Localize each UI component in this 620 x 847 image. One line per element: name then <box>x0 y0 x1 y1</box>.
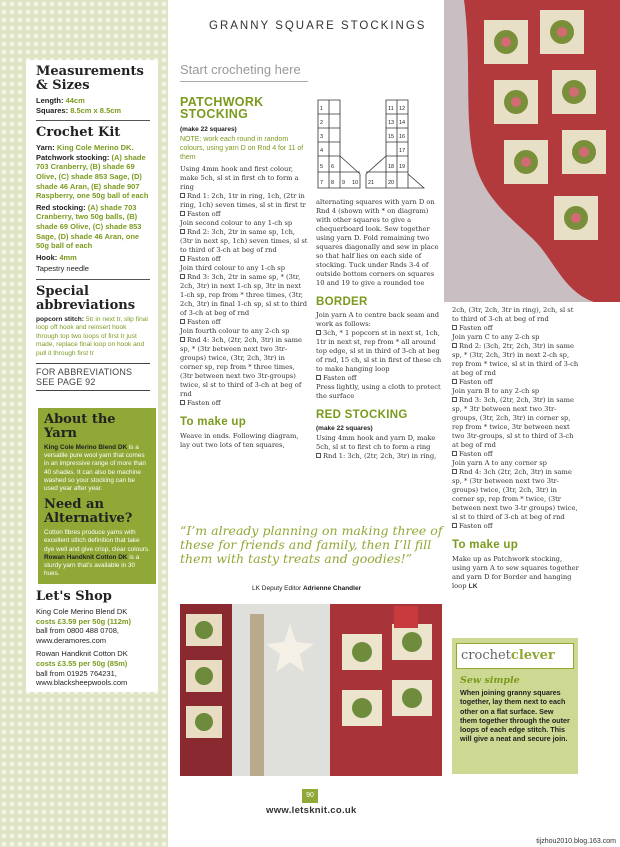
stocking-diagram <box>312 96 440 192</box>
round-2: Rnd 2: 3ch, 2tr in same sp, 1ch, (3tr in next sp, 1ch) seven times, sl st to third of 3-ch at beg of rnd <box>180 228 308 254</box>
diagram-square-number: 6 <box>331 164 335 170</box>
pattern-column-2 <box>316 198 444 461</box>
about-yarn-heading: About the Yarn <box>44 412 116 441</box>
diagram-square-number: 9 <box>342 180 346 186</box>
diagram-square-number: 5 <box>320 164 324 170</box>
shop-item-2: Rowan Handknit Cotton DK costs £3.55 per 50g (85m) ball from 01925 764231, www.blacksheepwools.com <box>36 649 128 688</box>
needle-line: Tapestry needle <box>36 264 89 274</box>
divider <box>36 279 150 280</box>
patchwork-line: Patchwork stocking: (A) shade 703 Cranberry, (B) shade 69 Olive, (C) shade 853 Sage, (D) shade 46 Aran, (E) shade 907 Raspberry, one 50g ball of each <box>36 152 149 201</box>
page-number: 90 <box>302 789 318 803</box>
shop-section <box>36 590 158 688</box>
layout-text: alternating squares with yarn D on Rnd 4 (shown with * on diagram) with other squares to give a chequerboard look. Sew together using yarn D. Fold remaining two squares diagonally and sew in place so that half lies on each side of stocking. Tuck under Rnds 3-4 of outside bottom corners on squares 10 and 19 to give a rounded toe <box>316 198 439 287</box>
diagram-square-number: 8 <box>331 180 335 186</box>
tip-title: Sew simple <box>460 675 520 686</box>
round-1: Rnd 1: 2ch, 1tr in ring, 1ch, (2tr in ring, 1ch) seven times, sl st in first tr <box>180 192 306 209</box>
diagram-square-number: 10 <box>352 180 359 186</box>
tip-text: When joining granny squares together, lay them next to each other on a flat surface. Sew them together through the outer loops of each edge stitch. This will give a neat and secure join. <box>460 688 570 744</box>
checkbox-icon[interactable] <box>452 523 457 528</box>
yarn-line: Yarn: King Cole Merino DK. <box>36 143 134 153</box>
checkbox-icon[interactable] <box>180 229 185 234</box>
shop-heading: Let's Shop <box>36 589 112 604</box>
diagram-square-number: 14 <box>399 120 406 126</box>
checkbox-icon[interactable] <box>180 319 185 324</box>
diagram-square-number: 3 <box>320 134 324 140</box>
checkbox-icon[interactable] <box>452 343 457 348</box>
divider <box>36 120 150 121</box>
pull-quote: “I’m already planning on making three of these for friends and family, then I’ll fill them with tasty treats and goodies!” <box>180 523 443 566</box>
diagram-square-number: 1 <box>320 106 324 112</box>
diagram-square-number: 2 <box>320 120 324 126</box>
checkbox-icon[interactable] <box>180 193 185 198</box>
checkbox-icon[interactable] <box>180 400 185 405</box>
length-line: Length: 44cm <box>36 96 85 105</box>
stocking-photo-bottom-image <box>180 604 442 776</box>
pattern-column-3 <box>452 306 580 591</box>
see-page-note: FOR ABBREVIATIONS SEE PAGE 92 <box>36 363 150 391</box>
patchwork-note: NOTE: work each round in random colours, using yarn D on Rnd 4 for 11 of them <box>180 136 304 161</box>
tip-logo: crochetclever <box>456 643 574 669</box>
diagram-square-number: 19 <box>399 164 406 170</box>
shop-item-1: King Cole Merino Blend DK costs £3.59 per 50g (112m) ball from 0800 488 0708, www.deramores.com <box>36 607 132 645</box>
hook-line: Hook: 4mm <box>36 252 77 262</box>
patchwork-heading: PATCHWORK STOCKING <box>180 95 264 121</box>
diagram-square-number: 13 <box>388 120 395 126</box>
diagram-square-number: 15 <box>388 134 395 140</box>
abbrev-text: popcorn stitch: 5tr in next tr, slip final loop off hook and reinsert hook through top two loops of first tr just made, replace final loop on hook and pull it through first tr <box>36 315 148 357</box>
pattern-column-1 <box>180 62 308 450</box>
make-up-text: Weave in ends. Following diagram, lay out two lots of ten squares, <box>180 432 299 449</box>
diagram-square-number: 21 <box>368 180 375 186</box>
page-title: GRANNY SQUARE STOCKINGS <box>209 20 427 32</box>
border-heading: BORDER <box>316 296 368 308</box>
checkbox-icon[interactable] <box>452 397 457 402</box>
measurements-heading: Measurements & Sizes <box>36 64 144 93</box>
patchwork-sub: (make 22 squares) <box>180 126 237 133</box>
make-up-text-red: Make up as Patchwork stocking, using yarn A to sew squares together and yarn D for Border and hanging loop LK <box>452 555 579 590</box>
diagram-square-number: 20 <box>388 180 395 186</box>
checkbox-icon[interactable] <box>180 256 185 261</box>
quote-credit: LK Deputy Editor Adrienne Chandler <box>252 585 362 592</box>
stocking-photo-top-image <box>444 0 620 302</box>
tip-box <box>452 638 578 774</box>
start-heading: Start crocheting here <box>180 62 308 82</box>
stocking-photo-top <box>444 0 620 302</box>
diagram-square-number: 7 <box>320 180 324 186</box>
squares-line: Squares: 8.5cm x 8.5cm <box>36 105 122 115</box>
alternative-text: Cotton fibres produce yarns with excellent stitch definition that take dye well and give crisp, clear colours. Rowan Handknit Cotton DK is a sturdy yarn that's available in 30 hues. <box>44 529 150 578</box>
kit-heading: Crochet Kit <box>36 125 121 141</box>
border-instructions: Join yarn A to centre back seam and work as follows: 3ch, * 1 popcorn st in next st, 1ch, 1tr in next st, rep from * all around top edge, sl st in third of 3-ch at beg of rnd, 15 ch, sl st in first of these ch to make hanging loop Fasten off Press lightly, using a cloth to protect the surface <box>316 311 442 400</box>
yarn-box <box>38 408 156 584</box>
stocking-photo-bottom <box>180 604 442 776</box>
checkbox-icon[interactable] <box>452 451 457 456</box>
checkbox-icon[interactable] <box>180 337 185 342</box>
alternative-heading: Need an Alternative? <box>44 497 133 527</box>
red-stocking-heading: RED STOCKING <box>316 409 408 421</box>
red-stocking-instructions: Using 4mm hook and yarn D, make 5ch, sl st to first ch to form a ring Rnd 1: 3ch, (2tr, 2ch, 3tr) in ring, <box>316 434 437 460</box>
make-up-heading-red: To make up <box>452 539 519 551</box>
round-4: Rnd 4: 3ch, (2tr, 2ch, 3tr) in same sp, * (3tr between next two 3tr-groups) twice, (3tr, 2ch, 3tr) in corner sp, rep from * three times, (3tr between next two 3tr-groups) twice, sl st to third of 3-ch at beg of rnd <box>180 336 302 398</box>
red-stocking-sub: (make 22 squares) <box>316 425 373 432</box>
patchwork-instructions: Using 4mm hook and first colour, make 5ch, sl st in first ch to form a ring Rnd 1: 2ch, 1tr in ring, 1ch, (2tr in ring, 1ch) seven times, sl st in first tr Fasten off Join second colour to any 1-ch sp Rnd 2: 3ch, 2tr in same sp, 1ch, (3tr in next sp, 1ch) seven times, sl st to third of 3-ch at beg of rnd Fasten off Join third colour to any 1-ch sp Rnd 3: 3ch, 2tr in same sp, * (3tr, 2ch, 3tr) in next 1-ch sp, 3tr in next 1-ch sp, rep from * three times, (3tr, 2ch, 3tr) in final 1-ch sp, sl st to third of 3-ch at beg of rnd Fasten off Join fourth colour to any 2-ch sp Rnd 4: 3ch, (2tr, 2ch, 3tr) in same sp, * (3tr between next two 3tr-groups) twice, (3tr, 2ch, 3tr) in corner sp, rep from * three times, (3tr between next two 3tr-groups) twice, sl st to third of 3-ch at beg of rnd Fasten off <box>180 165 308 407</box>
diagram-square-number: 12 <box>399 106 406 112</box>
checkbox-icon[interactable] <box>316 375 321 380</box>
about-yarn-text: King Cole Merino Blend DK is a versatile pure wool yarn that comes in an impressive range of more than 40 shades. It can also be machine washed so your stocking can be used year after year. <box>44 444 146 493</box>
checkbox-icon[interactable] <box>452 325 457 330</box>
diagram-square-number: 16 <box>399 134 406 140</box>
diagram-square-number: 17 <box>399 148 406 154</box>
diagram-square-number: 11 <box>388 106 394 112</box>
make-up-heading: To make up <box>180 416 247 428</box>
checkbox-icon[interactable] <box>316 330 321 335</box>
abbrev-heading: Special abbreviations <box>36 283 136 313</box>
checkbox-icon[interactable] <box>452 379 457 384</box>
red-line: Red stocking: (A) shade 703 Cranberry, two 50g balls, (B) shade 69 Olive, (C) shade 853 Sage, (D) shade 46 Aran, one 50g ball of each <box>36 202 142 251</box>
diagram-square-number: 18 <box>388 164 395 170</box>
checkbox-icon[interactable] <box>180 211 185 216</box>
checkbox-icon[interactable] <box>180 274 185 279</box>
checkbox-icon[interactable] <box>316 453 321 458</box>
stocking-layout-diagram <box>312 96 440 192</box>
red-stocking-rounds: 2ch, (3tr, 2ch, 3tr in ring), 2ch, sl st to third of 3-ch at beg of rnd Fasten off Join yarn C to any 2-ch sp Rnd 2: (3ch, 2tr, 2ch, 3tr) in same sp, * (3tr, 2ch, 3tr) in next 2-ch sp, rep from * twice, sl st in third of 3-ch at beg of rnd Fasten off Join yarn B to any 2-ch sp Rnd 3: 3ch, (2tr, 2ch, 3tr) in same sp, * 3tr between next two 3tr-groups, (3tr, 2ch, 3tr) in corner sp, rep from * twice, 3tr between next two 3tr-groups, sl st to third of 3-ch at beg of rnd Fasten off Join yarn A to any corner sp Rnd 4: 3ch (2tr, 2ch, 3tr) in same sp, * (3tr between next two 3tr-groups) twice, (3tr, 2ch, 3tr) in corner sp, rep from * twice, (3tr between next two 3-tr groups) twice, sl st to third of 3-ch at beg of rnd Fasten off <box>452 306 579 530</box>
watermark: tijzhou2010.blog.163.com <box>536 838 616 845</box>
round-3: Rnd 3: 3ch, 2tr in same sp, * (3tr, 2ch, 3tr) in next 1-ch sp, 3tr in next 1-ch sp, rep from * three times, (3tr, 2ch, 3tr) in final 1-ch sp, sl st to third of 3-ch at beg of rnd <box>180 273 308 317</box>
checkbox-icon[interactable] <box>452 469 457 474</box>
site-url[interactable]: www.letsknit.co.uk <box>266 805 357 816</box>
diagram-square-number: 4 <box>320 148 324 154</box>
